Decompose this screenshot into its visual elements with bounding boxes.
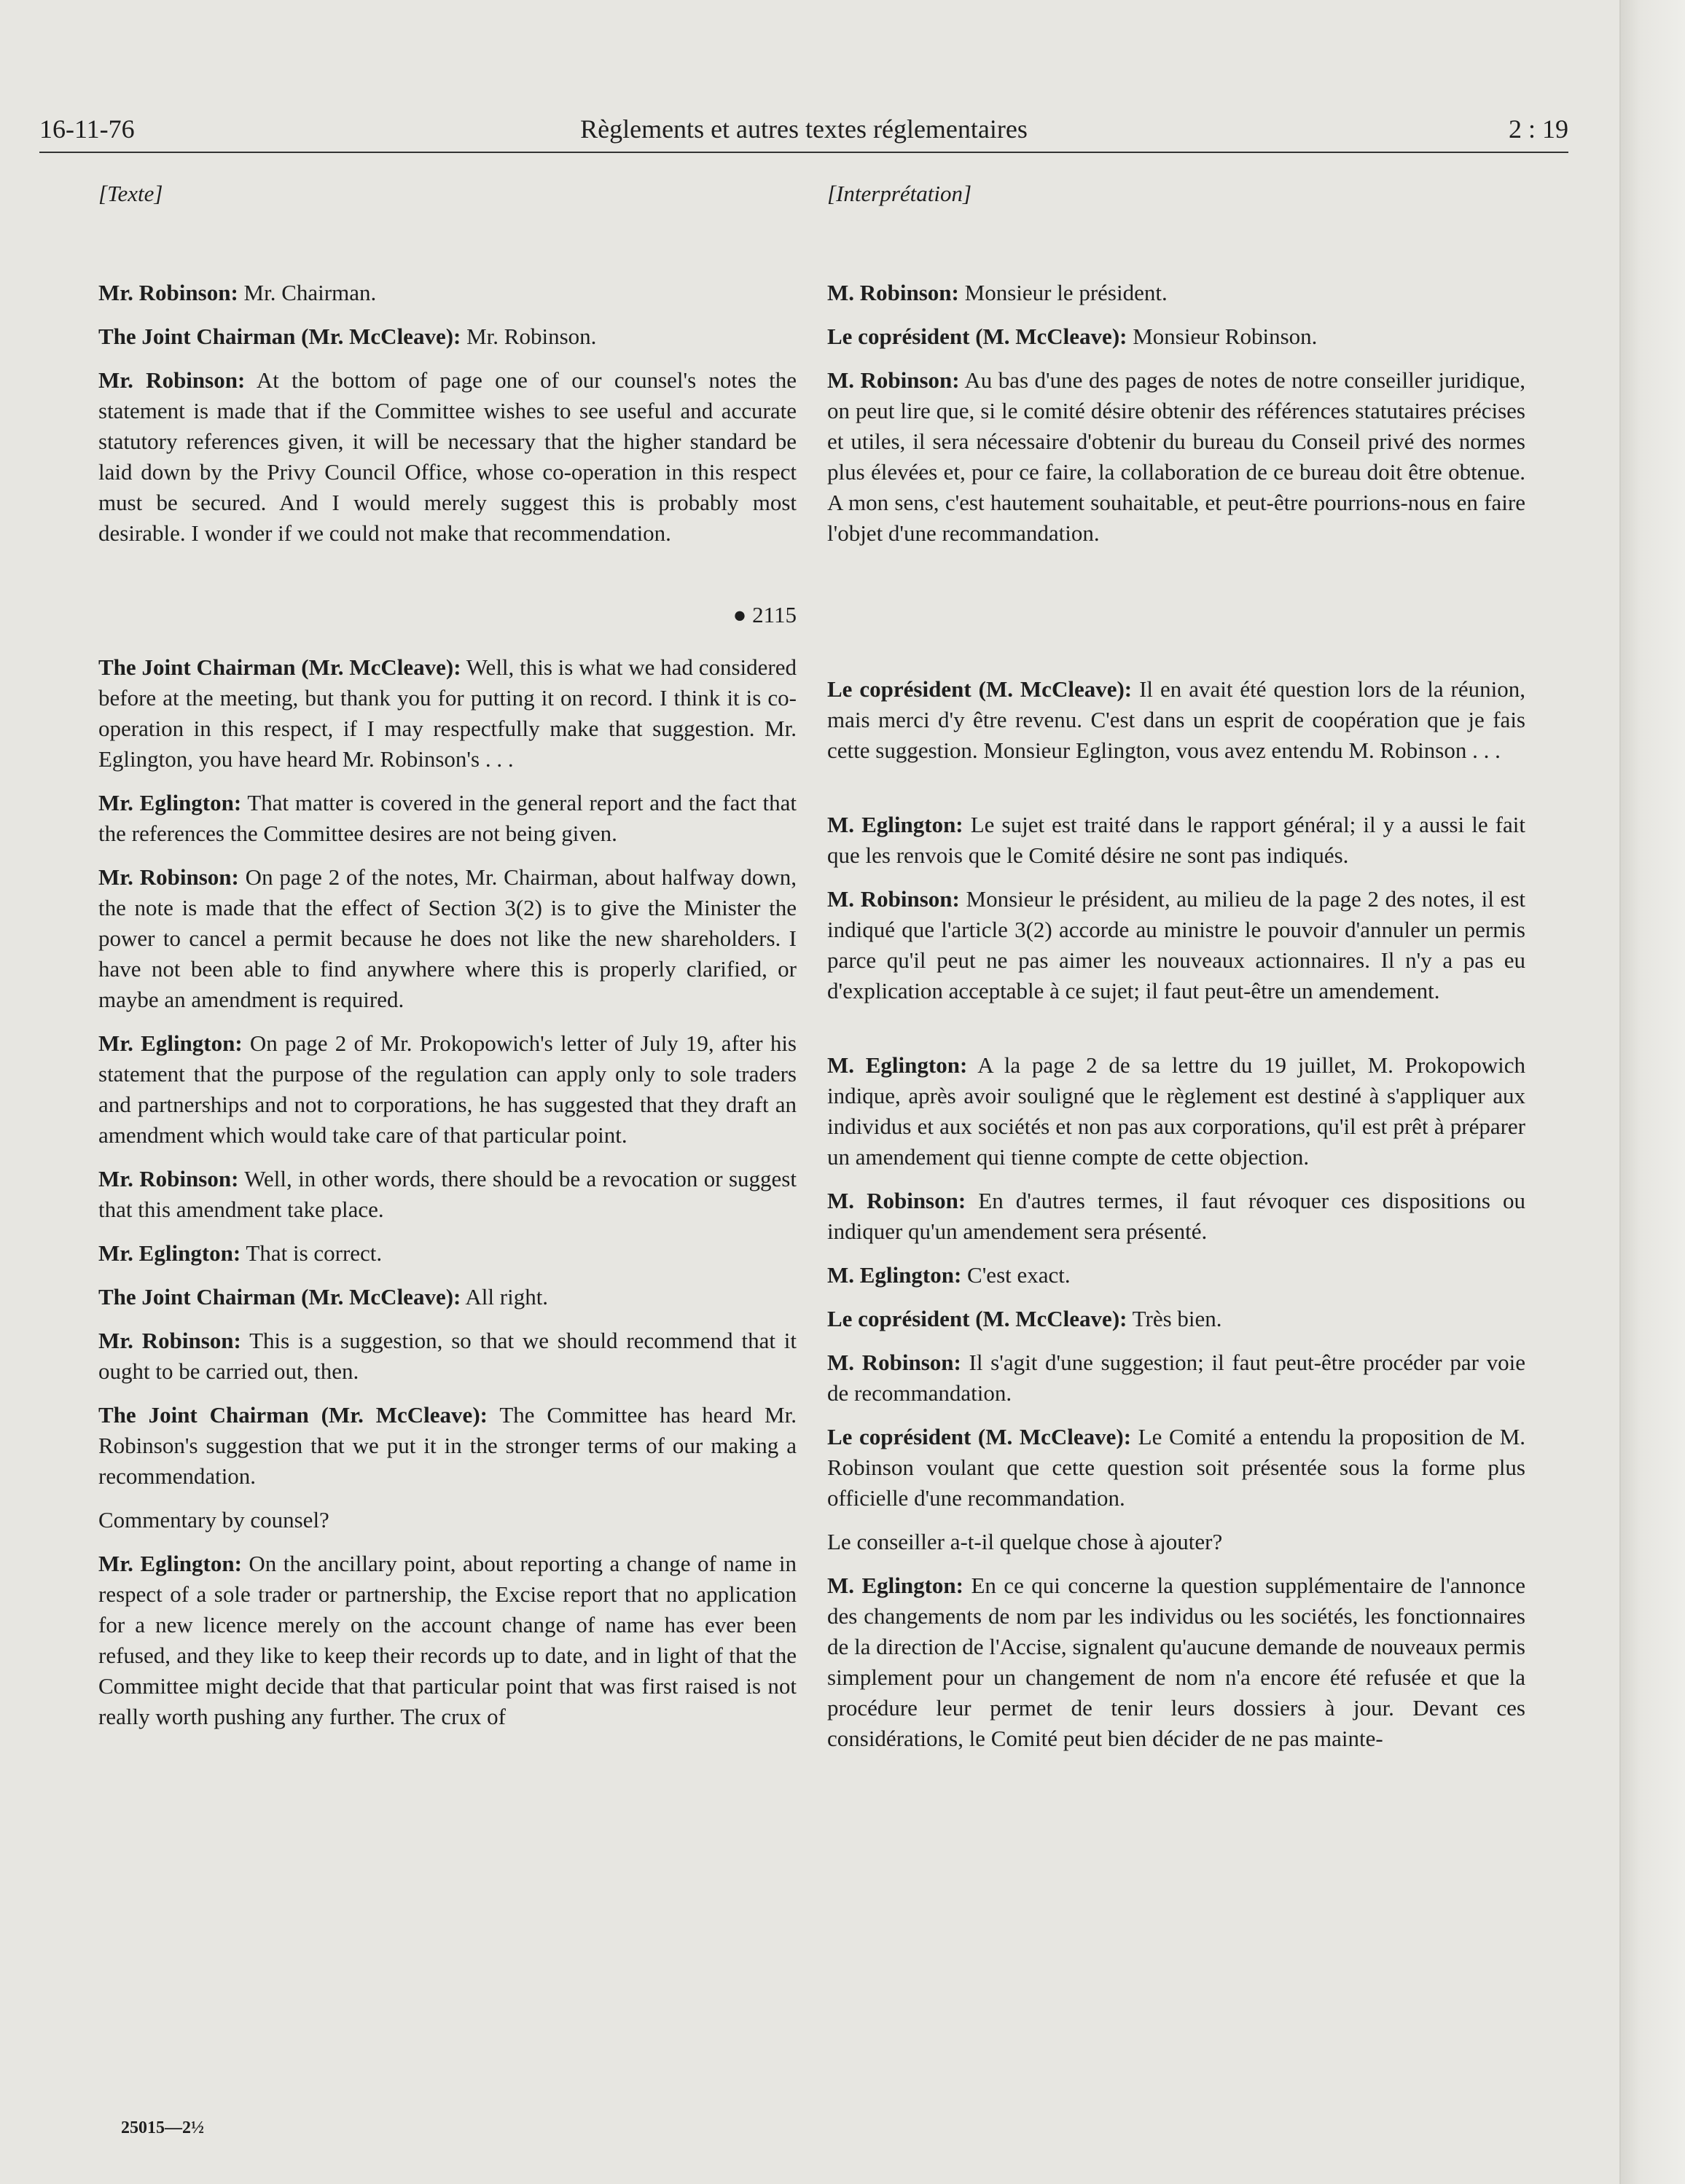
- french-column: [827, 178, 1525, 1767]
- header-title: Règlements et autres textes réglementaires: [580, 114, 1028, 144]
- speech-paragraph: [827, 810, 1525, 871]
- speech-paragraph: [827, 1260, 1525, 1291]
- speech-paragraph: [98, 1028, 797, 1151]
- speech-text: Mr. Robinson.: [461, 324, 597, 349]
- speech-paragraph: [98, 278, 797, 308]
- speech-text: Well, in other words, there should be a revocation or suggest that this amendment take place.: [98, 1166, 797, 1222]
- speech-paragraph: [98, 1400, 797, 1492]
- speaker-name: Mr. Robinson:: [98, 864, 239, 890]
- speech-text: On page 2 of the notes, Mr. Chairman, about halfway down, the note is made that the effect of Section 3(2) is to give the Minister the power to cancel a permit because he does not like the new shareholders. I have not been able to find anywhere where this is properly clarified, or maybe an amendment is required.: [98, 864, 797, 1012]
- speaker-name: M. Robinson:: [827, 1188, 966, 1213]
- speaker-name: Mr. Eglington:: [98, 1030, 243, 1056]
- speech-text: That is correct.: [241, 1240, 383, 1266]
- speaker-name: Le coprésident (M. McCleave):: [827, 1306, 1127, 1331]
- speech-paragraph: [98, 321, 797, 352]
- speech-text: Il en avait été question lors de la réunion, mais merci d'y être revenu. C'est dans un esprit de coopération que je fais cette suggestion. Monsieur Eglington, vous avez entendu M. Robinson . . .: [827, 676, 1525, 763]
- speech-paragraph: [827, 884, 1525, 1006]
- section-heading-interpretation: [Interprétation]: [827, 181, 972, 206]
- speech-text: A la page 2 de sa lettre du 19 juillet, M. Prokopowich indique, après avoir souligné que le règlement est destiné à s'appliquer aux individus et aux sociétés et non pas aux corporations, qu'il est prêt à préparer un amendement qui tienne compte de cette objection.: [827, 1052, 1525, 1170]
- section-heading-texte: [Texte]: [98, 181, 163, 206]
- speech-paragraph: [827, 1186, 1525, 1247]
- speech-text: Le Comité a entendu la proposition de M. Robinson voulant que cette question soit présentée sous la forme plus officielle d'une recommandation.: [827, 1424, 1526, 1511]
- speech-paragraph: [827, 365, 1525, 549]
- print-code: 25015—2½: [121, 2118, 204, 2137]
- speech-paragraph: [827, 1570, 1525, 1754]
- speech-text: Le sujet est traité dans le rapport général; il y a aussi le fait que les renvois que le Comité désire ne sont pas indiqués.: [827, 812, 1525, 868]
- speech-text: Monsieur le président, au milieu de la page 2 des notes, il est indiqué que l'article 3(2) accorde au ministre le pouvoir d'annuler un permis parce qu'il peut ne pas aimer les nouveaux actionnaires. Il n'y a pas eu d'explication acceptable à ce sujet; il faut peut-être un amendement.: [827, 886, 1525, 1003]
- speech-text: En ce qui concerne la question supplémentaire de l'annonce des changements de nom par les individus ou les sociétés, les fonctionnaires de la direction de l'Accise, signalent qu'aucune demande de nouveaux permis simplement pour un changement de nom n'a encore été refusée et que la procédure leur permet de tenir leurs dossiers à jour. Devant ces considérations, le Comité peut bien décider de ne pas mainte-: [827, 1573, 1525, 1751]
- plain-paragraph: Le conseiller a-t-il quelque chose à ajouter?: [827, 1529, 1223, 1554]
- speech-text: The Committee has heard Mr. Robinson's suggestion that we put it in the stronger terms of our making a recommendation.: [98, 1402, 797, 1489]
- time-marker: ● 2115: [732, 602, 797, 627]
- speech-paragraph: [827, 1422, 1525, 1514]
- speech-text: At the bottom of page one of our counsel's notes the statement is made that if the Committee wishes to see useful and accurate statutory references given, it will be necessary that the higher standard be laid down by the Privy Council Office, whose co-operation in this respect must be secured. And I would merely suggest this is probably most desirable. I wonder if we could not make that recommendation.: [98, 367, 797, 546]
- speaker-name: Mr. Robinson:: [98, 1328, 241, 1353]
- speech-text: That matter is covered in the general report and the fact that the references the Committee desires are not being given.: [98, 790, 797, 846]
- speech-text: Monsieur le président.: [958, 280, 1168, 305]
- speech-paragraph: [827, 1347, 1525, 1409]
- speaker-name: The Joint Chairman (Mr. McCleave):: [98, 654, 461, 680]
- speech-paragraph: [98, 788, 797, 849]
- speaker-name: M. Robinson:: [827, 1350, 961, 1375]
- speaker-name: M. Eglington:: [827, 1573, 963, 1598]
- speaker-name: M. Robinson:: [827, 367, 960, 393]
- speaker-name: Le coprésident (M. McCleave):: [827, 676, 1133, 702]
- speech-paragraph: [98, 1326, 797, 1387]
- header-date: 16-11-76: [39, 114, 135, 144]
- speech-text: This is a suggestion, so that we should recommend that it ought to be carried out, then.: [98, 1328, 797, 1384]
- speaker-name: M. Robinson:: [827, 886, 960, 912]
- speech-paragraph: [827, 674, 1525, 766]
- speech-paragraph: [827, 1304, 1525, 1334]
- speech-text: Très bien.: [1127, 1306, 1222, 1331]
- speaker-name: Mr. Eglington:: [98, 1240, 241, 1266]
- speaker-name: Le coprésident (M. McCleave):: [827, 324, 1127, 349]
- speaker-name: Mr. Robinson:: [98, 1166, 239, 1191]
- speech-paragraph: [98, 862, 797, 1015]
- page-edge-shadow: [1619, 0, 1685, 2184]
- speech-paragraph: [827, 278, 1525, 308]
- speaker-name: Mr. Eglington:: [98, 1551, 242, 1576]
- speech-paragraph: [827, 321, 1525, 352]
- speaker-name: Mr. Robinson:: [98, 367, 246, 393]
- spacer: [827, 562, 1525, 674]
- speech-paragraph: [98, 1164, 797, 1225]
- speaker-name: Mr. Robinson:: [98, 280, 238, 305]
- speech-paragraph: [98, 365, 797, 549]
- speaker-name: Mr. Eglington:: [98, 790, 242, 815]
- speech-text: Well, this is what we had considered before at the meeting, but thank you for putting it on record. I think it is co-operation in this respect, if I may respectfully make that suggestion. Mr. Eglington, you have heard Mr. Robinson's . . .: [98, 654, 797, 772]
- english-column: [98, 178, 797, 1745]
- header-page-number: 2 : 19: [1508, 114, 1568, 144]
- speech-paragraph: [827, 1050, 1525, 1173]
- running-header: [39, 111, 1568, 153]
- speaker-name: Le coprésident (M. McCleave):: [827, 1424, 1132, 1449]
- speaker-name: M. Eglington:: [827, 1052, 968, 1078]
- speaker-name: The Joint Chairman (Mr. McCleave):: [98, 1284, 461, 1310]
- speaker-name: M. Eglington:: [827, 812, 963, 837]
- speech-text: En d'autres termes, il faut révoquer ces dispositions ou indiquer qu'un amendement sera présenté.: [827, 1188, 1525, 1244]
- speech-paragraph: [98, 652, 797, 775]
- speaker-name: M. Eglington:: [827, 1262, 962, 1288]
- speaker-name: M. Robinson:: [827, 280, 959, 305]
- plain-paragraph: Commentary by counsel?: [98, 1507, 329, 1533]
- speech-paragraph: [98, 1238, 797, 1269]
- spacer: [827, 779, 1525, 810]
- speech-text: C'est exact.: [961, 1262, 1071, 1288]
- speech-text: Au bas d'une des pages de notes de notre conseiller juridique, on peut lire que, si le comité désire obtenir des références statutaires précises et utiles, il sera nécessaire d'obtenir du bureau du Conseil privé des normes plus élevées et, pour ce faire, la collaboration de ce bureau doit être obtenue. A mon sens, c'est hautement souhaitable, et peut-être pourrions-nous en faire l'objet d'une recommandation.: [827, 367, 1525, 546]
- speech-text: Mr. Chairman.: [238, 280, 377, 305]
- speech-text: Il s'agit d'une suggestion; il faut peut-être procéder par voie de recommandation.: [827, 1350, 1525, 1406]
- speech-paragraph: [98, 1549, 797, 1732]
- speech-paragraph: [98, 1282, 797, 1312]
- speaker-name: The Joint Chairman (Mr. McCleave):: [98, 324, 461, 349]
- speaker-name: The Joint Chairman (Mr. McCleave):: [98, 1402, 488, 1428]
- speech-text: Monsieur Robinson.: [1127, 324, 1318, 349]
- speech-text: On the ancillary point, about reporting a change of name in respect of a sole trader or partnership, the Excise report that no application for a new licence merely on the account change of name has ever been refused, and they like to keep their records up to date, and in light of that the Committee might decide that that particular point that was first raised is not really worth pushing any further. The crux of: [98, 1551, 797, 1729]
- speech-text: On page 2 of Mr. Prokopowich's letter of July 19, after his statement that the purpose of the regulation can apply only to sole traders and partnerships and not to corporations, he has suggested that they draft an amendment which would take care of that particular point.: [98, 1030, 797, 1148]
- speech-text: All right.: [461, 1284, 549, 1310]
- spacer: [827, 1019, 1525, 1050]
